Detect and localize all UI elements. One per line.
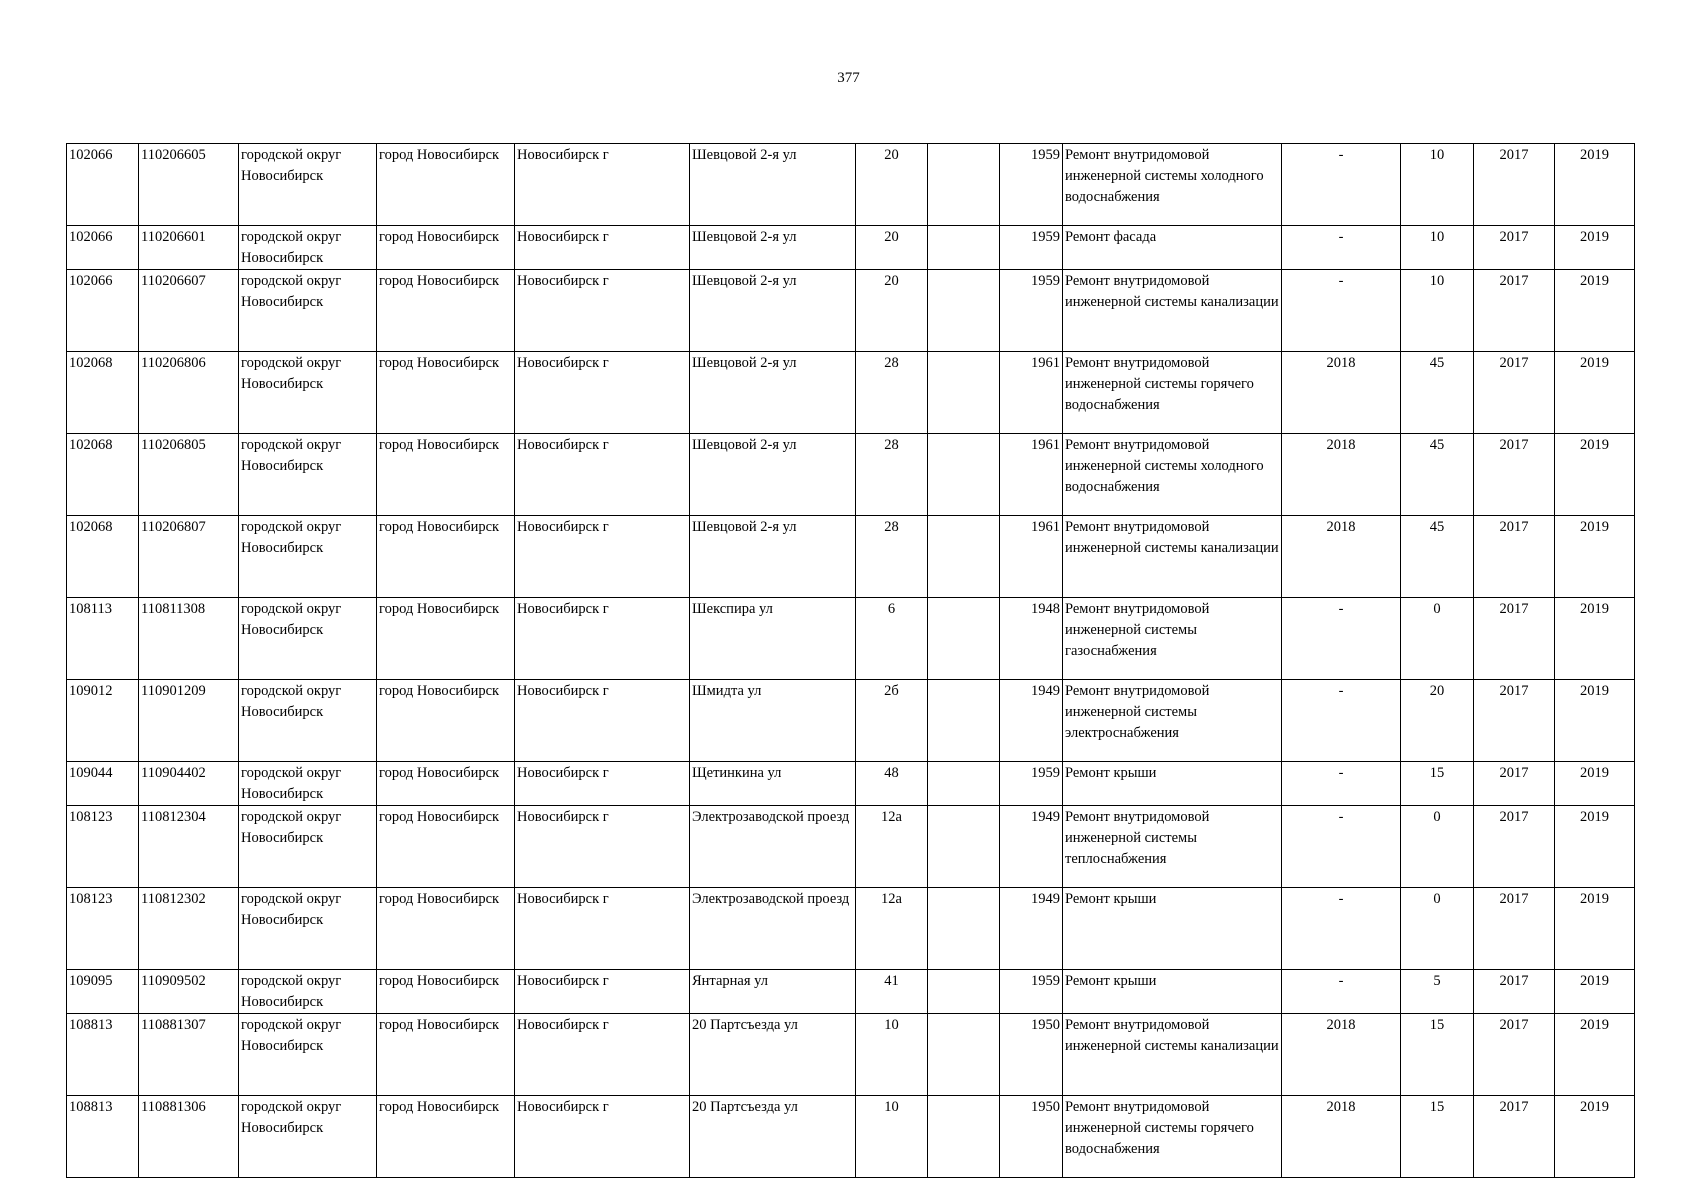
work-type-cell: Ремонт внутридомовой инженерной системы канализации [1063, 516, 1282, 598]
municipal-district-cell: городской округ Новосибирск [239, 270, 377, 352]
wear-percent-cell: 20 [1401, 680, 1474, 762]
building-cell [928, 1014, 1000, 1096]
house-id-cell: 102066 [67, 270, 139, 352]
locality-cell: Новосибирск г [515, 762, 690, 806]
house-number-cell: 48 [856, 762, 928, 806]
house-number-cell: 2б [856, 680, 928, 762]
period-end-cell: 2019 [1555, 270, 1635, 352]
work-type-cell: Ремонт крыши [1063, 888, 1282, 970]
period-end-cell: 2019 [1555, 598, 1635, 680]
settlement-cell: город Новосибирск [377, 352, 515, 434]
building-cell [928, 226, 1000, 270]
table-row [67, 434, 1635, 516]
construction-year-cell: 1948 [1000, 598, 1063, 680]
locality-cell: Новосибирск г [515, 144, 690, 226]
house-number-cell: 41 [856, 970, 928, 1014]
work-type-cell: Ремонт внутридомовой инженерной системы канализации [1063, 270, 1282, 352]
period-start-cell: 2017 [1474, 598, 1555, 680]
work-id-cell: 110206605 [139, 144, 239, 226]
house-number-cell: 12а [856, 806, 928, 888]
work-id-cell: 110206805 [139, 434, 239, 516]
settlement-cell: город Новосибирск [377, 1096, 515, 1178]
house-id-cell: 108123 [67, 888, 139, 970]
previous-repair-year-cell: 2018 [1282, 1096, 1401, 1178]
construction-year-cell: 1961 [1000, 516, 1063, 598]
building-cell [928, 888, 1000, 970]
house-number-cell: 10 [856, 1014, 928, 1096]
table-row [67, 1096, 1635, 1178]
street-cell: Шевцовой 2-я ул [690, 434, 856, 516]
period-end-cell: 2019 [1555, 680, 1635, 762]
construction-year-cell: 1961 [1000, 352, 1063, 434]
construction-year-cell: 1949 [1000, 680, 1063, 762]
settlement-cell: город Новосибирск [377, 226, 515, 270]
settlement-cell: город Новосибирск [377, 434, 515, 516]
locality-cell: Новосибирск г [515, 516, 690, 598]
municipal-district-cell: городской округ Новосибирск [239, 516, 377, 598]
street-cell: 20 Партсъезда ул [690, 1096, 856, 1178]
period-end-cell: 2019 [1555, 970, 1635, 1014]
work-type-cell: Ремонт фасада [1063, 226, 1282, 270]
house-number-cell: 28 [856, 352, 928, 434]
table-row [67, 1014, 1635, 1096]
table-row [67, 598, 1635, 680]
construction-year-cell: 1959 [1000, 144, 1063, 226]
house-id-cell: 102068 [67, 516, 139, 598]
building-cell [928, 598, 1000, 680]
municipal-district-cell: городской округ Новосибирск [239, 762, 377, 806]
period-start-cell: 2017 [1474, 434, 1555, 516]
period-end-cell: 2019 [1555, 434, 1635, 516]
work-id-cell: 110881306 [139, 1096, 239, 1178]
work-type-cell: Ремонт крыши [1063, 762, 1282, 806]
construction-year-cell: 1961 [1000, 434, 1063, 516]
building-cell [928, 352, 1000, 434]
locality-cell: Новосибирск г [515, 598, 690, 680]
street-cell: Шевцовой 2-я ул [690, 226, 856, 270]
table-row [67, 806, 1635, 888]
wear-percent-cell: 0 [1401, 888, 1474, 970]
settlement-cell: город Новосибирск [377, 762, 515, 806]
previous-repair-year-cell: - [1282, 762, 1401, 806]
table-row [67, 970, 1635, 1014]
settlement-cell: город Новосибирск [377, 1014, 515, 1096]
previous-repair-year-cell: - [1282, 806, 1401, 888]
period-start-cell: 2017 [1474, 680, 1555, 762]
wear-percent-cell: 15 [1401, 762, 1474, 806]
period-start-cell: 2017 [1474, 352, 1555, 434]
period-end-cell: 2019 [1555, 1014, 1635, 1096]
previous-repair-year-cell: - [1282, 888, 1401, 970]
locality-cell: Новосибирск г [515, 226, 690, 270]
house-number-cell: 20 [856, 226, 928, 270]
house-id-cell: 108813 [67, 1096, 139, 1178]
table-row [67, 516, 1635, 598]
period-start-cell: 2017 [1474, 226, 1555, 270]
wear-percent-cell: 10 [1401, 226, 1474, 270]
construction-year-cell: 1959 [1000, 970, 1063, 1014]
construction-year-cell: 1959 [1000, 762, 1063, 806]
previous-repair-year-cell: - [1282, 970, 1401, 1014]
settlement-cell: город Новосибирск [377, 598, 515, 680]
period-start-cell: 2017 [1474, 144, 1555, 226]
wear-percent-cell: 10 [1401, 270, 1474, 352]
wear-percent-cell: 15 [1401, 1096, 1474, 1178]
previous-repair-year-cell: - [1282, 144, 1401, 226]
municipal-district-cell: городской округ Новосибирск [239, 806, 377, 888]
table-row [67, 888, 1635, 970]
previous-repair-year-cell: 2018 [1282, 516, 1401, 598]
work-id-cell: 110206607 [139, 270, 239, 352]
work-type-cell: Ремонт внутридомовой инженерной системы холодного водоснабжения [1063, 434, 1282, 516]
street-cell: 20 Партсъезда ул [690, 1014, 856, 1096]
period-end-cell: 2019 [1555, 806, 1635, 888]
municipal-district-cell: городской округ Новосибирск [239, 680, 377, 762]
street-cell: Щетинкина ул [690, 762, 856, 806]
table-row [67, 680, 1635, 762]
work-id-cell: 110206807 [139, 516, 239, 598]
municipal-district-cell: городской округ Новосибирск [239, 970, 377, 1014]
previous-repair-year-cell: - [1282, 680, 1401, 762]
building-cell [928, 680, 1000, 762]
house-id-cell: 108813 [67, 1014, 139, 1096]
street-cell: Электрозаводской проезд [690, 806, 856, 888]
period-end-cell: 2019 [1555, 516, 1635, 598]
wear-percent-cell: 0 [1401, 806, 1474, 888]
house-id-cell: 108113 [67, 598, 139, 680]
municipal-district-cell: городской округ Новосибирск [239, 888, 377, 970]
wear-percent-cell: 45 [1401, 516, 1474, 598]
work-type-cell: Ремонт внутридомовой инженерной системы горячего водоснабжения [1063, 352, 1282, 434]
work-id-cell: 110811308 [139, 598, 239, 680]
construction-year-cell: 1949 [1000, 888, 1063, 970]
construction-year-cell: 1949 [1000, 806, 1063, 888]
period-end-cell: 2019 [1555, 144, 1635, 226]
table-body [67, 144, 1635, 1178]
previous-repair-year-cell: - [1282, 226, 1401, 270]
house-id-cell: 102066 [67, 226, 139, 270]
building-cell [928, 970, 1000, 1014]
building-cell [928, 806, 1000, 888]
period-start-cell: 2017 [1474, 762, 1555, 806]
previous-repair-year-cell: 2018 [1282, 1014, 1401, 1096]
street-cell: Шекспира ул [690, 598, 856, 680]
municipal-district-cell: городской округ Новосибирск [239, 144, 377, 226]
municipal-district-cell: городской округ Новосибирск [239, 434, 377, 516]
previous-repair-year-cell: - [1282, 598, 1401, 680]
work-id-cell: 110909502 [139, 970, 239, 1014]
period-start-cell: 2017 [1474, 970, 1555, 1014]
street-cell: Электрозаводской проезд [690, 888, 856, 970]
house-number-cell: 28 [856, 516, 928, 598]
table-row [67, 226, 1635, 270]
wear-percent-cell: 10 [1401, 144, 1474, 226]
construction-year-cell: 1950 [1000, 1014, 1063, 1096]
work-id-cell: 110904402 [139, 762, 239, 806]
settlement-cell: город Новосибирск [377, 970, 515, 1014]
municipal-district-cell: городской округ Новосибирск [239, 352, 377, 434]
period-start-cell: 2017 [1474, 888, 1555, 970]
house-number-cell: 28 [856, 434, 928, 516]
municipal-district-cell: городской округ Новосибирск [239, 226, 377, 270]
work-id-cell: 110812302 [139, 888, 239, 970]
building-cell [928, 270, 1000, 352]
municipal-district-cell: городской округ Новосибирск [239, 1096, 377, 1178]
work-type-cell: Ремонт внутридомовой инженерной системы холодного водоснабжения [1063, 144, 1282, 226]
house-number-cell: 10 [856, 1096, 928, 1178]
settlement-cell: город Новосибирск [377, 888, 515, 970]
house-id-cell: 109012 [67, 680, 139, 762]
settlement-cell: город Новосибирск [377, 680, 515, 762]
previous-repair-year-cell: - [1282, 270, 1401, 352]
building-cell [928, 762, 1000, 806]
house-id-cell: 102068 [67, 352, 139, 434]
period-end-cell: 2019 [1555, 352, 1635, 434]
street-cell: Шевцовой 2-я ул [690, 270, 856, 352]
locality-cell: Новосибирск г [515, 1014, 690, 1096]
house-id-cell: 109044 [67, 762, 139, 806]
period-start-cell: 2017 [1474, 1014, 1555, 1096]
work-type-cell: Ремонт внутридомовой инженерной системы теплоснабжения [1063, 806, 1282, 888]
work-id-cell: 110881307 [139, 1014, 239, 1096]
period-end-cell: 2019 [1555, 762, 1635, 806]
settlement-cell: город Новосибирск [377, 144, 515, 226]
building-cell [928, 1096, 1000, 1178]
house-number-cell: 20 [856, 270, 928, 352]
street-cell: Шевцовой 2-я ул [690, 144, 856, 226]
street-cell: Шевцовой 2-я ул [690, 516, 856, 598]
construction-year-cell: 1950 [1000, 1096, 1063, 1178]
page-number: 377 [837, 70, 860, 86]
period-start-cell: 2017 [1474, 516, 1555, 598]
work-type-cell: Ремонт внутридомовой инженерной системы газоснабжения [1063, 598, 1282, 680]
street-cell: Янтарная ул [690, 970, 856, 1014]
building-cell [928, 434, 1000, 516]
house-number-cell: 12а [856, 888, 928, 970]
locality-cell: Новосибирск г [515, 888, 690, 970]
wear-percent-cell: 45 [1401, 352, 1474, 434]
street-cell: Шмидта ул [690, 680, 856, 762]
house-id-cell: 102068 [67, 434, 139, 516]
work-id-cell: 110206601 [139, 226, 239, 270]
wear-percent-cell: 0 [1401, 598, 1474, 680]
table-row [67, 762, 1635, 806]
period-end-cell: 2019 [1555, 1096, 1635, 1178]
work-id-cell: 110812304 [139, 806, 239, 888]
previous-repair-year-cell: 2018 [1282, 352, 1401, 434]
work-id-cell: 110206806 [139, 352, 239, 434]
house-number-cell: 20 [856, 144, 928, 226]
works-register-table [66, 143, 1635, 1178]
house-number-cell: 6 [856, 598, 928, 680]
wear-percent-cell: 45 [1401, 434, 1474, 516]
work-type-cell: Ремонт внутридомовой инженерной системы электроснабжения [1063, 680, 1282, 762]
work-id-cell: 110901209 [139, 680, 239, 762]
construction-year-cell: 1959 [1000, 270, 1063, 352]
locality-cell: Новосибирск г [515, 1096, 690, 1178]
locality-cell: Новосибирск г [515, 434, 690, 516]
municipal-district-cell: городской округ Новосибирск [239, 598, 377, 680]
period-end-cell: 2019 [1555, 226, 1635, 270]
house-id-cell: 108123 [67, 806, 139, 888]
wear-percent-cell: 5 [1401, 970, 1474, 1014]
locality-cell: Новосибирск г [515, 806, 690, 888]
locality-cell: Новосибирск г [515, 970, 690, 1014]
period-start-cell: 2017 [1474, 806, 1555, 888]
previous-repair-year-cell: 2018 [1282, 434, 1401, 516]
locality-cell: Новосибирск г [515, 352, 690, 434]
work-type-cell: Ремонт внутридомовой инженерной системы канализации [1063, 1014, 1282, 1096]
work-type-cell: Ремонт внутридомовой инженерной системы горячего водоснабжения [1063, 1096, 1282, 1178]
period-start-cell: 2017 [1474, 1096, 1555, 1178]
settlement-cell: город Новосибирск [377, 806, 515, 888]
settlement-cell: город Новосибирск [377, 270, 515, 352]
building-cell [928, 144, 1000, 226]
street-cell: Шевцовой 2-я ул [690, 352, 856, 434]
table-row [67, 270, 1635, 352]
construction-year-cell: 1959 [1000, 226, 1063, 270]
locality-cell: Новосибирск г [515, 270, 690, 352]
house-id-cell: 102066 [67, 144, 139, 226]
period-start-cell: 2017 [1474, 270, 1555, 352]
table-row [67, 352, 1635, 434]
work-type-cell: Ремонт крыши [1063, 970, 1282, 1014]
period-end-cell: 2019 [1555, 888, 1635, 970]
house-id-cell: 109095 [67, 970, 139, 1014]
municipal-district-cell: городской округ Новосибирск [239, 1014, 377, 1096]
building-cell [928, 516, 1000, 598]
locality-cell: Новосибирск г [515, 680, 690, 762]
table-row [67, 144, 1635, 226]
settlement-cell: город Новосибирск [377, 516, 515, 598]
wear-percent-cell: 15 [1401, 1014, 1474, 1096]
